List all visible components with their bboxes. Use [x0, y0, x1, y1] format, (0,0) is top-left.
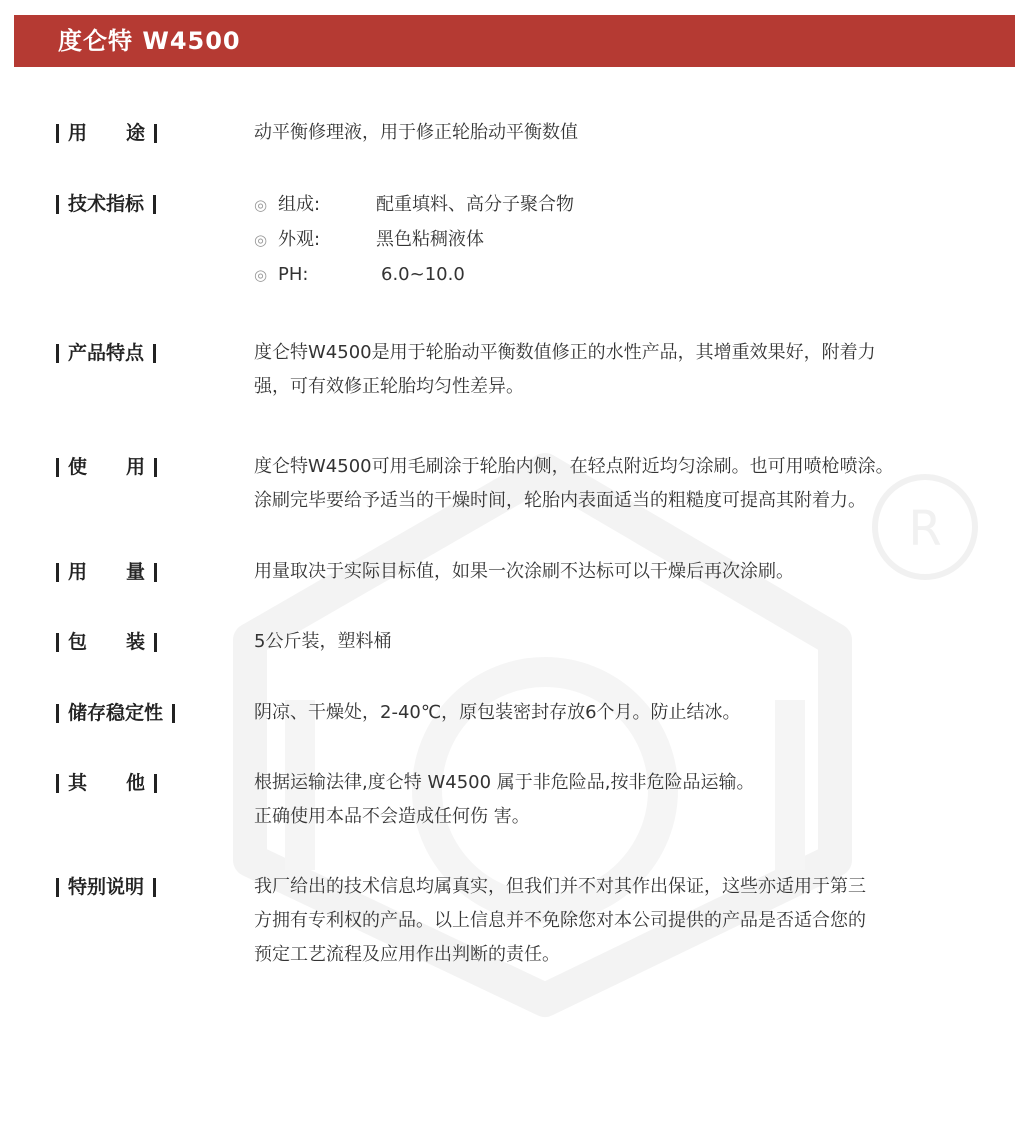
label-divider: [56, 878, 59, 897]
section-label: 技术指标: [56, 187, 156, 221]
section-label: 产品特点: [56, 336, 156, 370]
label-char: 使: [68, 456, 88, 478]
bullet-icon: ◎: [254, 195, 268, 214]
text-line: 度仑特W4500是用于轮胎动平衡数值修正的水性产品，其增重效果好，附着力: [254, 342, 876, 363]
spec-value: 配重填料、高分子聚合物: [376, 193, 574, 215]
section-label: 储存稳定性: [56, 696, 175, 730]
spec-item: [254, 187, 974, 222]
text-line: 方拥有专利权的产品。以上信息并不免除您对本公司提供的产品是否适合您的: [254, 910, 866, 931]
label-divider: [56, 774, 59, 793]
section-text: [254, 336, 974, 404]
label-char: 用: [68, 561, 88, 583]
spec-list: [254, 187, 974, 292]
label-divider: [154, 124, 157, 143]
label-divider: [153, 344, 156, 363]
label-char: 用: [125, 456, 145, 478]
section-text: 动平衡修理液，用于修正轮胎动平衡数值: [254, 122, 578, 143]
header-bar: [14, 15, 1015, 67]
section-label: [56, 116, 157, 150]
section-text: 5公斤装，塑料桶: [254, 631, 392, 652]
label-divider: [154, 563, 157, 582]
section-label: [56, 450, 157, 484]
label-char: 途: [125, 122, 145, 144]
label-divider: [56, 704, 59, 723]
text-line: 我厂给出的技术信息均属真实，但我们并不对其作出保证，这些亦适用于第三: [254, 876, 866, 897]
label-divider: [56, 124, 59, 143]
spec-key: PH:: [278, 263, 309, 285]
spec-value: 黑色粘稠液体: [376, 228, 484, 250]
section-text: 用量取决于实际目标值，如果一次涂刷不达标可以干燥后再次涂刷。: [254, 561, 794, 582]
label-divider: [56, 344, 59, 363]
label-divider: [56, 563, 59, 582]
label-char: 装: [125, 631, 145, 653]
section-label: [56, 555, 157, 589]
label-divider: [56, 633, 59, 652]
text-line: 涂刷完毕要给予适当的干燥时间，轮胎内表面适当的粗糙度可提高其附着力。: [254, 490, 866, 511]
label-divider: [153, 878, 156, 897]
text-line: 强，可有效修正轮胎均匀性差异。: [254, 376, 524, 397]
label-char: 他: [125, 772, 145, 794]
page-title: 度仑特 W4500: [58, 27, 241, 55]
svg-text:R: R: [908, 501, 942, 557]
spec-item: [254, 257, 974, 292]
section-text: [254, 450, 974, 518]
bullet-icon: ◎: [254, 265, 268, 284]
section-label: [56, 766, 157, 800]
spec-value: 6.0~10.0: [381, 263, 465, 285]
section-label: [56, 625, 157, 659]
label-divider: [56, 458, 59, 477]
spec-key: 外观:: [278, 228, 321, 250]
label-divider: [154, 633, 157, 652]
spec-item: [254, 222, 974, 257]
spec-key: 组成:: [278, 193, 321, 215]
text-line: 预定工艺流程及应用作出判断的责任。: [254, 944, 560, 965]
label-divider: [153, 195, 156, 214]
label-char: 用: [68, 122, 88, 144]
section-text: [254, 766, 974, 834]
section-text: 阴凉、干燥处，2-40℃，原包装密封存放6个月。防止结冰。: [254, 702, 741, 723]
label-char: 包: [68, 631, 88, 653]
section-text: [254, 870, 974, 972]
label-char: 其: [68, 772, 88, 794]
label-char: 量: [125, 561, 145, 583]
label-divider: [154, 774, 157, 793]
text-line: 度仑特W4500可用毛刷涂于轮胎内侧，在轻点附近均匀涂刷。也可用喷枪喷涂。: [254, 456, 894, 477]
label-divider: [56, 195, 59, 214]
bullet-icon: ◎: [254, 230, 268, 249]
section-label: 特别说明: [56, 870, 156, 904]
label-divider: [172, 704, 175, 723]
text-line: 根据运输法律,度仑特 W4500 属于非危险品,按非危险品运输。: [254, 772, 755, 793]
label-divider: [154, 458, 157, 477]
text-line: 正确使用本品不会造成任何伤 害。: [254, 806, 530, 827]
